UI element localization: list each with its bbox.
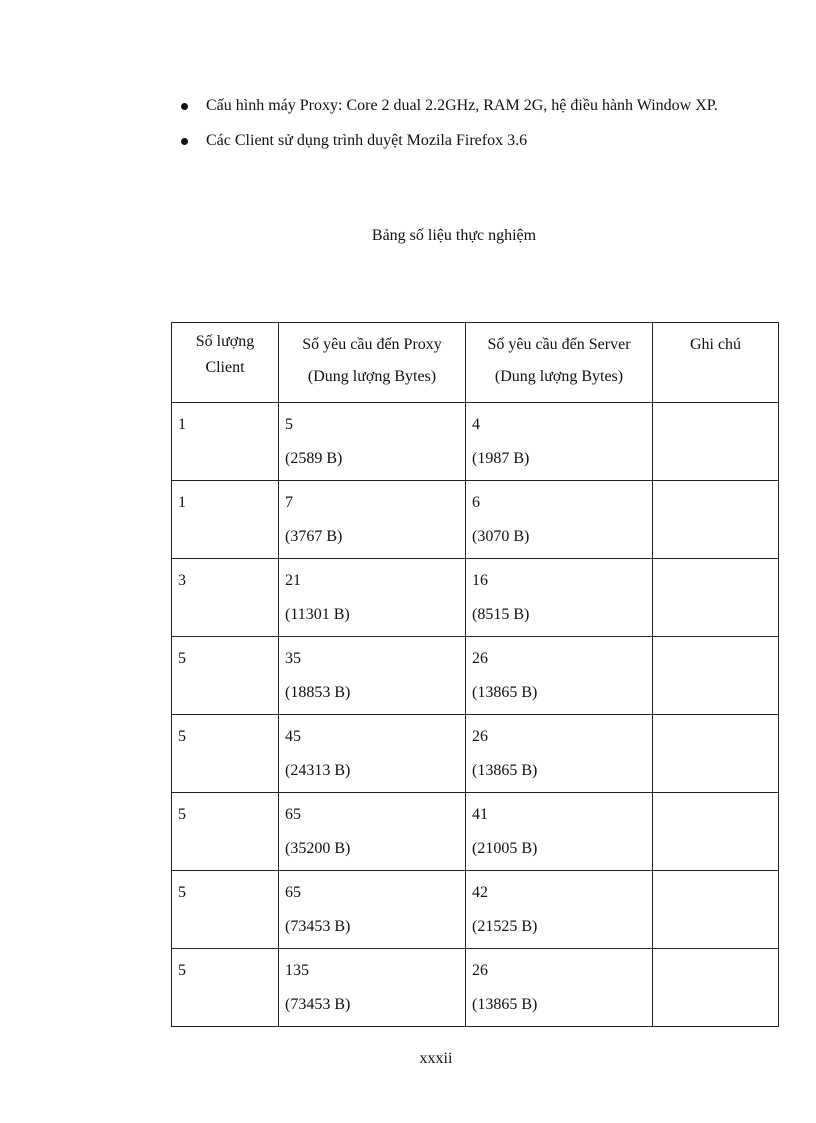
cell-note bbox=[653, 403, 779, 481]
cell-server-requests-line1: 41 bbox=[472, 806, 488, 823]
table-row bbox=[172, 949, 779, 1027]
cell-server-requests-line2: (8515 B) bbox=[472, 606, 530, 623]
cell-proxy-requests-line1: 65 bbox=[285, 884, 301, 901]
cell-client-count-line1: 5 bbox=[178, 806, 186, 823]
cell-client-count bbox=[172, 793, 279, 871]
cell-server-requests-line2: (1987 B) bbox=[472, 450, 530, 467]
cell-proxy-requests bbox=[279, 559, 466, 637]
table-header-row bbox=[172, 323, 779, 403]
cell-proxy-requests-line1: 45 bbox=[285, 728, 301, 745]
cell-client-count-line1: 5 bbox=[178, 962, 186, 979]
header-server-line2: (Dung lượng Bytes) bbox=[494, 368, 624, 385]
table-row bbox=[172, 715, 779, 793]
bullet-icon bbox=[181, 138, 188, 145]
table-row bbox=[172, 403, 779, 481]
cell-server-requests-line2: (13865 B) bbox=[472, 762, 538, 779]
cell-server-requests bbox=[466, 871, 653, 949]
table-caption: Bảng số liệu thực nghiệm bbox=[371, 227, 537, 244]
cell-proxy-requests-line1: 21 bbox=[285, 572, 301, 589]
cell-server-requests bbox=[466, 793, 653, 871]
header-server-line1: Số yêu cầu đến Server bbox=[487, 336, 631, 353]
cell-server-requests-line1: 16 bbox=[472, 572, 488, 589]
cell-proxy-requests bbox=[279, 481, 466, 559]
cell-proxy-requests-line1: 65 bbox=[285, 806, 301, 823]
cell-server-requests-line1: 6 bbox=[472, 494, 480, 511]
cell-proxy-requests-line1: 7 bbox=[285, 494, 293, 511]
cell-client-count bbox=[172, 403, 279, 481]
header-client-line1: Số lượng bbox=[195, 333, 255, 350]
header-proxy-requests bbox=[279, 323, 466, 403]
cell-server-requests-line1: 26 bbox=[472, 650, 488, 667]
cell-server-requests-line2: (21005 B) bbox=[472, 840, 538, 857]
cell-proxy-requests bbox=[279, 871, 466, 949]
cell-server-requests bbox=[466, 949, 653, 1027]
cell-client-count bbox=[172, 481, 279, 559]
cell-proxy-requests bbox=[279, 403, 466, 481]
cell-client-count-line1: 5 bbox=[178, 650, 186, 667]
cell-proxy-requests-line2: (35200 B) bbox=[285, 840, 351, 857]
table-row bbox=[172, 559, 779, 637]
cell-note bbox=[653, 481, 779, 559]
cell-proxy-requests bbox=[279, 793, 466, 871]
cell-note bbox=[653, 559, 779, 637]
cell-server-requests bbox=[466, 481, 653, 559]
cell-proxy-requests-line2: (73453 B) bbox=[285, 996, 351, 1013]
cell-client-count bbox=[172, 949, 279, 1027]
cell-proxy-requests-line2: (18853 B) bbox=[285, 684, 351, 701]
experiment-data-table bbox=[171, 322, 779, 1027]
bullet-icon bbox=[181, 103, 188, 110]
cell-server-requests-line2: (21525 B) bbox=[472, 918, 538, 935]
bullet-item-client-browser bbox=[178, 128, 738, 154]
cell-server-requests-line1: 42 bbox=[472, 884, 488, 901]
cell-server-requests bbox=[466, 559, 653, 637]
cell-proxy-requests-line1: 135 bbox=[285, 962, 309, 979]
header-proxy-line1: Số yêu cầu đến Proxy bbox=[302, 336, 442, 353]
cell-note bbox=[653, 949, 779, 1027]
cell-client-count bbox=[172, 871, 279, 949]
cell-proxy-requests-line2: (3767 B) bbox=[285, 528, 343, 545]
page-number: xxxii bbox=[419, 1050, 453, 1067]
cell-note bbox=[653, 871, 779, 949]
cell-server-requests bbox=[466, 637, 653, 715]
bullet-list bbox=[178, 93, 738, 163]
cell-proxy-requests-line2: (2589 B) bbox=[285, 450, 343, 467]
header-client-line2: Client bbox=[205, 359, 245, 376]
cell-proxy-requests-line1: 5 bbox=[285, 416, 293, 433]
table-row bbox=[172, 637, 779, 715]
table-row bbox=[172, 871, 779, 949]
cell-proxy-requests-line2: (73453 B) bbox=[285, 918, 351, 935]
cell-client-count-line1: 1 bbox=[178, 494, 186, 511]
bullet-text: Các Client sử dụng trình duyệt Mozila Firefox 3.6 bbox=[206, 132, 528, 149]
cell-server-requests-line2: (13865 B) bbox=[472, 996, 538, 1013]
cell-client-count-line1: 5 bbox=[178, 728, 186, 745]
header-note: Ghi chú bbox=[653, 323, 779, 403]
cell-server-requests bbox=[466, 403, 653, 481]
cell-proxy-requests-line2: (11301 B) bbox=[285, 606, 350, 623]
cell-note bbox=[653, 637, 779, 715]
cell-server-requests bbox=[466, 715, 653, 793]
cell-proxy-requests bbox=[279, 637, 466, 715]
cell-server-requests-line2: (13865 B) bbox=[472, 684, 538, 701]
cell-proxy-requests bbox=[279, 715, 466, 793]
cell-client-count bbox=[172, 637, 279, 715]
header-server-requests bbox=[466, 323, 653, 403]
table-body bbox=[172, 403, 779, 1027]
cell-server-requests-line2: (3070 B) bbox=[472, 528, 530, 545]
cell-server-requests-line1: 26 bbox=[472, 962, 488, 979]
cell-proxy-requests bbox=[279, 949, 466, 1027]
cell-client-count bbox=[172, 715, 279, 793]
cell-client-count bbox=[172, 559, 279, 637]
cell-server-requests-line1: 26 bbox=[472, 728, 488, 745]
bullet-text: Cấu hình máy Proxy: Core 2 dual 2.2GHz, RAM 2G, hệ điều hành Window XP. bbox=[206, 97, 718, 114]
cell-proxy-requests-line1: 35 bbox=[285, 650, 301, 667]
cell-note bbox=[653, 793, 779, 871]
header-client-count bbox=[172, 323, 279, 403]
table-row bbox=[172, 793, 779, 871]
bullet-item-proxy-config bbox=[178, 93, 738, 119]
table-row bbox=[172, 481, 779, 559]
cell-client-count-line1: 1 bbox=[178, 416, 186, 433]
cell-proxy-requests-line2: (24313 B) bbox=[285, 762, 351, 779]
cell-client-count-line1: 5 bbox=[178, 884, 186, 901]
cell-server-requests-line1: 4 bbox=[472, 416, 480, 433]
cell-client-count-line1: 3 bbox=[178, 572, 186, 589]
cell-note bbox=[653, 715, 779, 793]
header-proxy-line2: (Dung lượng Bytes) bbox=[307, 368, 437, 385]
